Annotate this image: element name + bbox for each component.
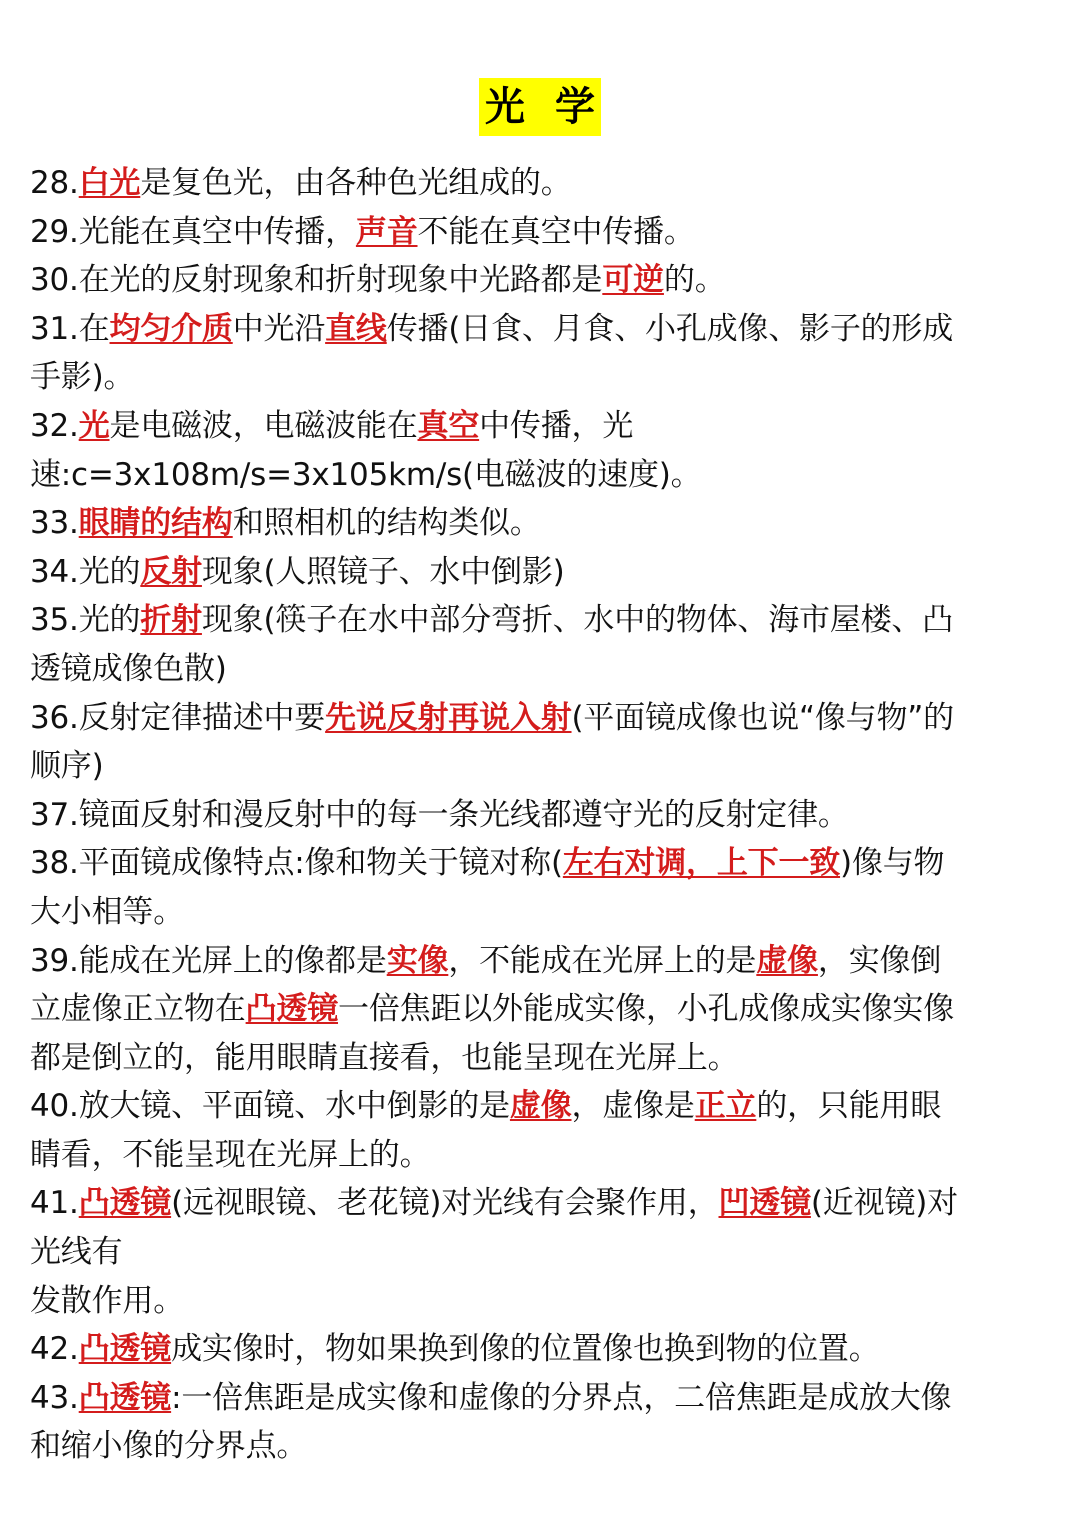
text-segment: 30.在光的反射现象和折射现象中光路都是 bbox=[30, 262, 603, 299]
text-segment: 41. bbox=[30, 1185, 79, 1222]
text-segment: 32. bbox=[30, 407, 79, 444]
title-wrap bbox=[0, 0, 1080, 140]
text-segment: 是复色光，由各种色光组成的。 bbox=[140, 165, 572, 201]
highlighted-term: 左右对调，上下一致 bbox=[562, 845, 841, 882]
text-segment: 37.镜面反射和漫反射中的每一条光线都遵守光的反射定律。 bbox=[30, 796, 849, 833]
text-segment: (平面镜成像也说“像与物”的 bbox=[571, 699, 954, 736]
text-line bbox=[30, 1374, 1060, 1423]
text-segment: 是电磁波，电磁波能在 bbox=[109, 407, 418, 444]
text-line bbox=[30, 645, 1060, 694]
text-segment: (远视眼镜、老花镜)对光线有会聚作用， bbox=[171, 1185, 719, 1222]
highlighted-term: 可逆 bbox=[602, 262, 664, 299]
text-segment: 大小相等。 bbox=[30, 893, 184, 930]
text-line bbox=[30, 1131, 1060, 1180]
highlighted-term: 反射 bbox=[140, 553, 202, 590]
text-segment: 都是倒立的，能用眼睛直接看，也能呈现在光屏上。 bbox=[30, 1039, 739, 1076]
text-line bbox=[30, 742, 1060, 791]
text-segment: 中光沿 bbox=[232, 310, 326, 347]
highlighted-term: 实像 bbox=[386, 942, 449, 979]
text-segment: 和照相机的结构类似。 bbox=[232, 505, 541, 542]
text-segment: 和缩小像的分界点。 bbox=[30, 1428, 308, 1465]
text-line bbox=[30, 499, 1060, 548]
text-segment: 现象(筷子在水中部分弯折、水中的物体、海市屋楼、凸 bbox=[201, 602, 954, 639]
text-segment: 顺序) bbox=[30, 748, 104, 785]
text-segment: 睛看，不能呈现在光屏上的。 bbox=[30, 1136, 431, 1173]
highlighted-term: 虚像 bbox=[509, 1088, 572, 1125]
title-char: 学 bbox=[555, 84, 595, 130]
text-line bbox=[30, 888, 1060, 937]
text-segment: ，不能成在光屏上的是 bbox=[448, 942, 757, 979]
text-line bbox=[30, 256, 1060, 305]
text-segment: 36.反射定律描述中要 bbox=[30, 699, 326, 736]
text-segment: 40.放大镜、平面镜、水中倒影的是 bbox=[30, 1088, 510, 1125]
text-line bbox=[30, 451, 1060, 500]
text-segment: 速:c=3x108m/s=3x105km/s(电磁波的速度)。 bbox=[30, 456, 702, 493]
text-segment: 传播(日食、月食、小孔成像、影子的形成 bbox=[386, 310, 954, 347]
text-segment: :一倍焦距是成实像和虚像的分界点，二倍焦距是成放大像 bbox=[171, 1379, 952, 1416]
text-line bbox=[30, 1277, 1060, 1326]
text-segment: ，实像倒 bbox=[817, 942, 942, 979]
highlighted-term: 凸透镜 bbox=[245, 991, 339, 1028]
highlighted-term: 直线 bbox=[325, 310, 387, 347]
page-title bbox=[479, 78, 601, 136]
text-segment: )像与物 bbox=[840, 845, 945, 882]
text-line bbox=[30, 596, 1060, 645]
text-line bbox=[30, 353, 1060, 402]
text-segment: 33. bbox=[30, 505, 79, 542]
highlighted-term: 凸透镜 bbox=[78, 1331, 172, 1368]
text-line bbox=[30, 1179, 1060, 1228]
highlighted-term: 白光 bbox=[78, 165, 141, 201]
text-segment: 现象(人照镜子、水中倒影) bbox=[201, 553, 565, 590]
highlighted-term: 声音 bbox=[355, 213, 418, 250]
text-segment: 透镜成像色散) bbox=[30, 650, 227, 687]
highlighted-term: 折射 bbox=[140, 602, 202, 639]
text-segment: 28. bbox=[30, 165, 79, 201]
text-segment: 31.在 bbox=[30, 310, 110, 347]
highlighted-term: 眼睛的结构 bbox=[78, 505, 233, 542]
text-segment: 35.光的 bbox=[30, 602, 141, 639]
text-segment: 的，只能用眼 bbox=[756, 1088, 942, 1125]
text-segment: 手影)。 bbox=[30, 359, 135, 396]
text-segment: 29.光能在真空中传播， bbox=[30, 213, 356, 250]
text-line bbox=[30, 208, 1060, 257]
text-line bbox=[30, 985, 1060, 1034]
text-line bbox=[30, 839, 1060, 888]
text-segment: (近视镜)对 bbox=[810, 1185, 958, 1222]
highlighted-term: 光 bbox=[78, 407, 110, 444]
text-segment: 发散作用。 bbox=[30, 1282, 184, 1319]
text-segment: 38.平面镜成像特点:像和物关于镜对称( bbox=[30, 845, 563, 882]
text-line bbox=[30, 402, 1060, 451]
text-segment: 成实像时，物如果换到像的位置像也换到物的位置。 bbox=[171, 1331, 880, 1368]
text-line bbox=[30, 1228, 1060, 1277]
text-segment: 42. bbox=[30, 1331, 79, 1368]
text-segment: 不能在真空中传播。 bbox=[417, 213, 695, 250]
title-char: 光 bbox=[485, 84, 555, 130]
highlighted-term: 凸透镜 bbox=[78, 1185, 172, 1222]
text-line bbox=[30, 1082, 1060, 1131]
text-segment: 光线有 bbox=[30, 1234, 123, 1271]
text-segment: 中传播，光 bbox=[479, 407, 634, 444]
highlighted-term: 先说反射再说入射 bbox=[325, 699, 572, 736]
text-segment: 一倍焦距以外能成实像，小孔成像成实像实像 bbox=[338, 991, 955, 1028]
notes-content bbox=[30, 159, 1060, 1471]
highlighted-term: 虚像 bbox=[756, 942, 818, 979]
highlighted-term: 均匀介质 bbox=[109, 310, 233, 347]
text-segment: 43. bbox=[30, 1379, 79, 1416]
text-line bbox=[30, 1034, 1060, 1083]
text-line bbox=[30, 548, 1060, 597]
text-line bbox=[30, 159, 1060, 208]
text-segment: 39.能成在光屏上的像都是 bbox=[30, 942, 387, 979]
text-line bbox=[30, 1422, 1060, 1471]
text-line bbox=[30, 937, 1060, 986]
text-segment: ，虚像是 bbox=[571, 1088, 695, 1125]
text-line bbox=[30, 305, 1060, 354]
highlighted-term: 正立 bbox=[694, 1088, 757, 1125]
text-segment: 的。 bbox=[663, 262, 726, 299]
highlighted-term: 凸透镜 bbox=[78, 1379, 172, 1416]
text-segment: 立虚像正立物在 bbox=[30, 991, 246, 1028]
text-line bbox=[30, 791, 1060, 840]
text-line bbox=[30, 694, 1060, 743]
highlighted-term: 真空 bbox=[417, 407, 480, 444]
text-line bbox=[30, 1325, 1060, 1374]
highlighted-term: 凹透镜 bbox=[718, 1185, 811, 1222]
text-segment: 34.光的 bbox=[30, 553, 141, 590]
